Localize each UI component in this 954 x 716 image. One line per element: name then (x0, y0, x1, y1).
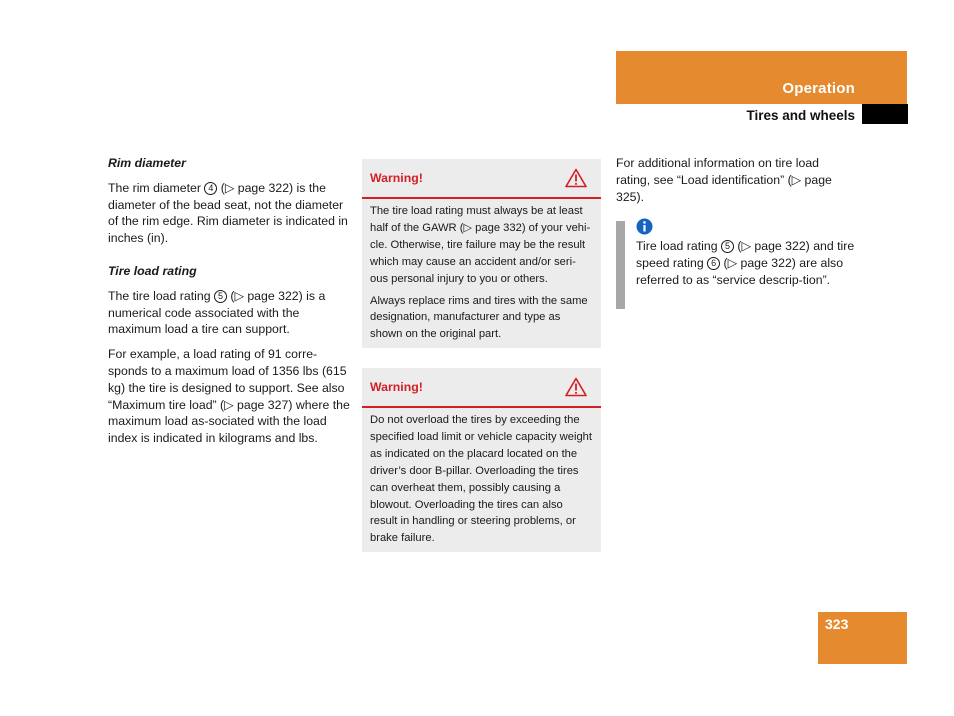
right-column (616, 155, 856, 213)
info-text (636, 238, 858, 288)
left-column (108, 155, 353, 455)
load-text-b: (▷ page 322) is a numerical code associated with the maximum load a tire can support. (108, 288, 326, 337)
info-icon (636, 218, 653, 240)
warning-box (362, 368, 601, 552)
subsection-marker (862, 104, 908, 124)
page-number-box (818, 612, 907, 664)
rim-diameter-text (108, 180, 353, 247)
example-text: For example, a load rating of 91 corre-sponds to a maximum load of 1356 lbs (615 kg) the tire is designed to support. See also “Maximum tire load” (▷ page 327) where the maximum load as-sociated with the load index is indicated in kilograms and lbs. (108, 347, 350, 446)
reference-number: 5 (214, 290, 227, 303)
warning-body (362, 199, 601, 354)
warning-header (362, 368, 601, 408)
load-rating-text (108, 288, 353, 338)
info-text-c: (▷ page 322) are also referred to as “service descrip-tion”. (636, 255, 844, 287)
warning-box (362, 159, 601, 348)
info-text-a: Tire load rating (636, 239, 718, 253)
load-identification-text: For additional information on tire load rating, see “Load identification” (▷ page 325). (616, 156, 832, 204)
warning-triangle-icon (565, 377, 587, 403)
rim-text-a: The rim diameter (108, 180, 201, 195)
rim-text-b: (▷ page 322) is the diameter of the bead seat, not the diameter of the rim edge. Rim diameter is indicated in inches (in). (108, 180, 348, 246)
reference-number: 4 (204, 182, 217, 195)
warning-body (362, 408, 601, 558)
page-number: 323 (825, 616, 849, 632)
section-header-tab (616, 51, 907, 104)
info-text-b: (▷ page 322) and tire speed rating (636, 239, 855, 270)
warning-header (362, 159, 601, 199)
warning-paragraph: Do not overload the tires by exceeding the specified load limit or vehicle capacity weight as indicated on the placard located on the driver’s door B-pillar. Overloading the tires can overheat them, possibly causing a blowout. Overloading the tires can also result in handling or steering problems, or brake failure. (370, 414, 592, 545)
section-title: Operation (782, 80, 855, 97)
warning-paragraph: Always replace rims and tires with the same designation, manufacturer and type as shown on the original part. (370, 294, 588, 341)
warning-paragraph: The tire load rating must always be at least half of the GAWR (▷ page 332) of your vehi-cle. Otherwise, tire failure may be the result which may cause an accident and/or seri-ous personal injury to you or others. (370, 205, 591, 285)
reference-number: 5 (721, 240, 734, 253)
info-sidebar (616, 221, 625, 309)
warning-triangle-icon (565, 168, 587, 194)
info-note (616, 221, 856, 309)
tire-load-rating-heading: Tire load rating (108, 263, 197, 278)
reference-number: 6 (707, 257, 720, 270)
subsection-title: Tires and wheels (746, 108, 855, 123)
load-text-a: The tire load rating (108, 288, 211, 303)
rim-diameter-heading: Rim diameter (108, 156, 186, 170)
warning-label: Warning! (370, 171, 423, 185)
warning-label: Warning! (370, 380, 423, 394)
